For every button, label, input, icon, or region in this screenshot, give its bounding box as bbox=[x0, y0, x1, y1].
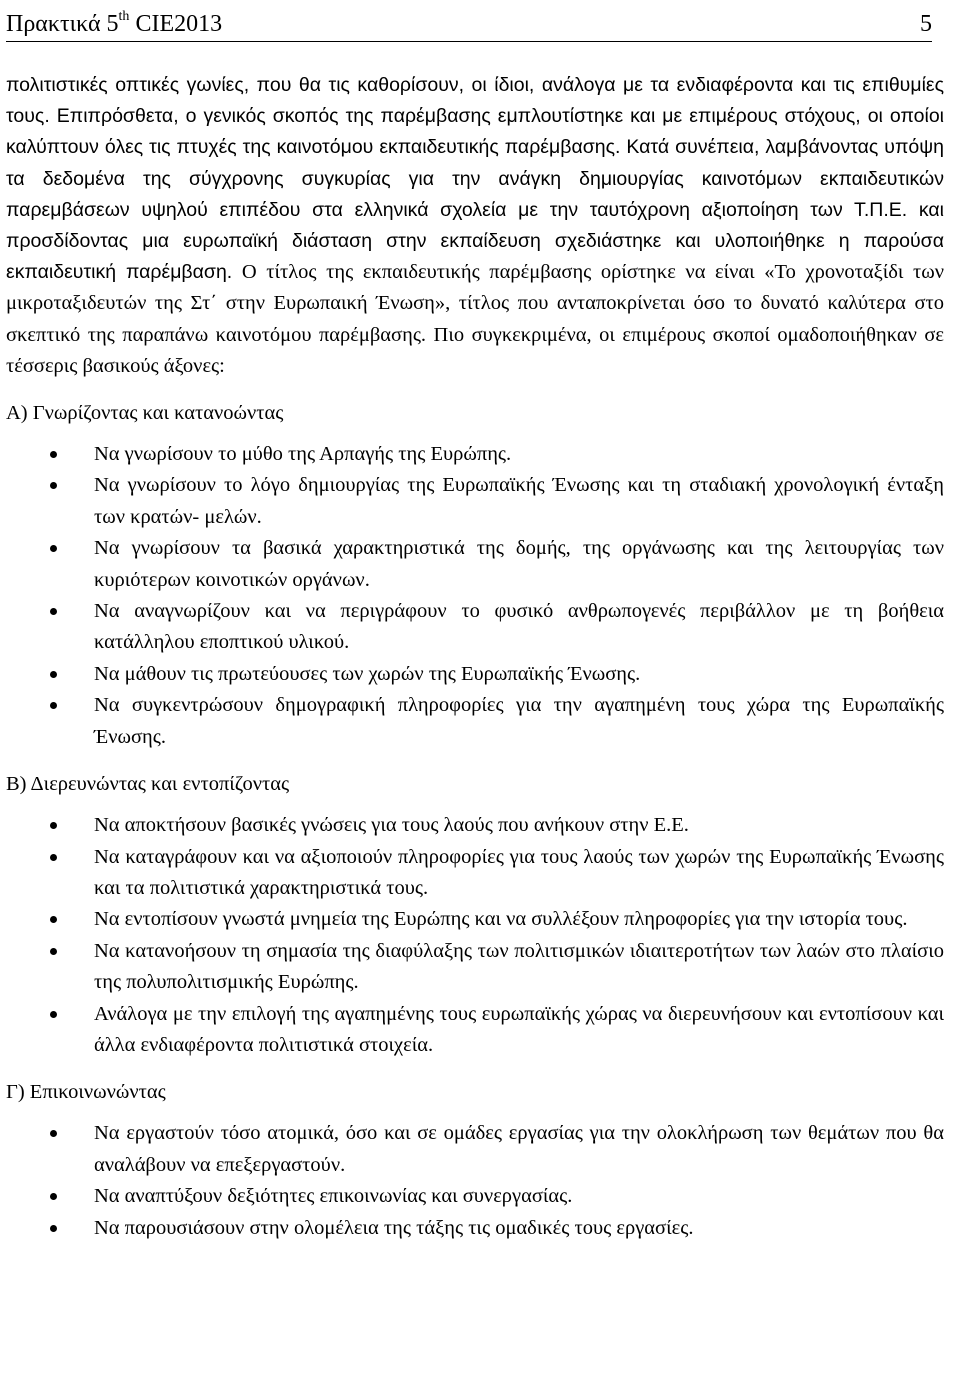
list-item: Να καταγράφουν και να αξιοποιούν πληροφορίες για τους λαούς των χωρών της Ευρωπαϊκής Ένωσης και τα πολιτιστικά χαρακτηριστικά τους. bbox=[6, 842, 944, 905]
bullet-list-b bbox=[6, 810, 944, 1061]
list-item: Να γνωρίσουν τα βασικά χαρακτηριστικά της δομής, της οργάνωσης και της λειτουργίας των κυριότερων κοινοτικών οργάνων. bbox=[6, 533, 944, 596]
page-body bbox=[6, 70, 944, 1244]
list-item: Να εργαστούν τόσο ατομικά, όσο και σε ομάδες εργασίας για την ολοκλήρωση των θεμάτων που θα αναλάβουν να επεξεργαστούν. bbox=[6, 1118, 944, 1181]
list-item: Να γνωρίσουν το λόγο δημιουργίας της Ευρωπαϊκής Ένωσης και τη σταδιακή χρονολογική ένταξη των κρατών- μελών. bbox=[6, 470, 944, 533]
list-item: Να παρουσιάσουν στην ολομέλεια της τάξης τις ομαδικές τους εργασίες. bbox=[6, 1213, 944, 1244]
list-item: Να αποκτήσουν βασικές γνώσεις για τους λαούς που ανήκουν στην Ε.Ε. bbox=[6, 810, 944, 841]
list-item: Να αναγνωρίζουν και να περιγράφουν το φυσικό ανθρωπογενές περιβάλλον με τη βοήθεια κατάλληλου εποπτικού υλικού. bbox=[6, 596, 944, 659]
intro-sentence-b: Ο τίτλος της εκπαιδευτικής παρέμβασης ορίστηκε να είναι «Το χρονοταξίδι των μικροταξιδευτών της Στ΄ στην Ευρωπαική Ένωση», τίτλος που ανταποκρίνεται όσο το δυνατό καλύτερα στο σκεπτικό της παραπάνω καινοτόμου παρέμβασης. Πιο συγκεκριμένα, οι επιμέρους σκοποί ομαδοποιήθηκαν σε τέσσερις βασικούς άξονες: bbox=[6, 261, 945, 377]
intro-paragraph bbox=[6, 70, 944, 382]
list-item: Ανάλογα με την επιλογή της αγαπημένης τους ευρωπαϊκής χώρας να διερευνήσουν και εντοπίσουν και άλλα ενδιαφέροντα πολιτιστικά στοιχεία. bbox=[6, 999, 944, 1062]
list-item: Να κατανοήσουν τη σημασία της διαφύλαξης των πολιτισμικών ιδιαιτεροτήτων των λαών στο πλαίσιο της πολυπολιτισμικής Ευρώπης. bbox=[6, 936, 944, 999]
section-heading-b: Β) Διερευνώντας και εντοπίζοντας bbox=[6, 773, 290, 796]
header-title: Πρακτικά 5th CIE2013 bbox=[6, 9, 223, 37]
list-item: Να συγκεντρώσουν δημογραφική πληροφορίες για την αγαπημένη τους χώρα της Ευρωπαϊκής Ένωσης. bbox=[6, 690, 944, 753]
section-heading-c: Γ) Επικοινωνώντας bbox=[6, 1081, 166, 1104]
list-item: Να μάθουν τις πρωτεύουσες των χωρών της Ευρωπαϊκής Ένωσης. bbox=[6, 659, 944, 690]
page-number: 5 bbox=[920, 11, 932, 37]
intro-sentence-a: πολιτιστικές οπτικές γωνίες, που θα τις καθορίσουν, οι ίδιοι, ανάλογα με τα ενδιαφέροντα και τις επιθυμίες τους. Επιπρόσθετα, ο γενικός σκοπός της παρέμβασης εμπλουτίστηκε και με επιμέρους στόχους, οι οποίοι καλύπτουν όλες τις πτυχές της καινοτόμου εκπαιδευτικής παρέμβασης. Κατά συνέπεια, λαμβάνοντας υπόψη τα δεδομένα της σύγχρονης συγκυρίας για την ανάγκη δημιουργίας καινοτόμων εκπαιδευτικών παρεμβάσεων υψηλού επιπέδου στα ελληνικά σχολεία με την ταυτόχρονη αξιοποίηση των Τ.Π.Ε. και προσδίδοντας μια ευρωπαϊκή διάσταση στην εκπαίδευση σχεδιάστηκε και υλοποιήθηκε η παρούσα εκπαιδευτική παρέμβαση. bbox=[6, 74, 944, 284]
page-header bbox=[6, 4, 932, 42]
list-item: Να εντοπίσουν γνωστά μνημεία της Ευρώπης και να συλλέξουν πληροφορίες για την ιστορία τους. bbox=[6, 904, 944, 935]
section-heading-a: Α) Γνωρίζοντας και κατανοώντας bbox=[6, 402, 284, 425]
bullet-list-a bbox=[6, 439, 944, 753]
bullet-list-c bbox=[6, 1118, 944, 1244]
list-item: Να αναπτύξουν δεξιότητες επικοινωνίας και συνεργασίας. bbox=[6, 1181, 944, 1212]
list-item: Να γνωρίσουν το μύθο της Αρπαγής της Ευρώπης. bbox=[6, 439, 944, 470]
